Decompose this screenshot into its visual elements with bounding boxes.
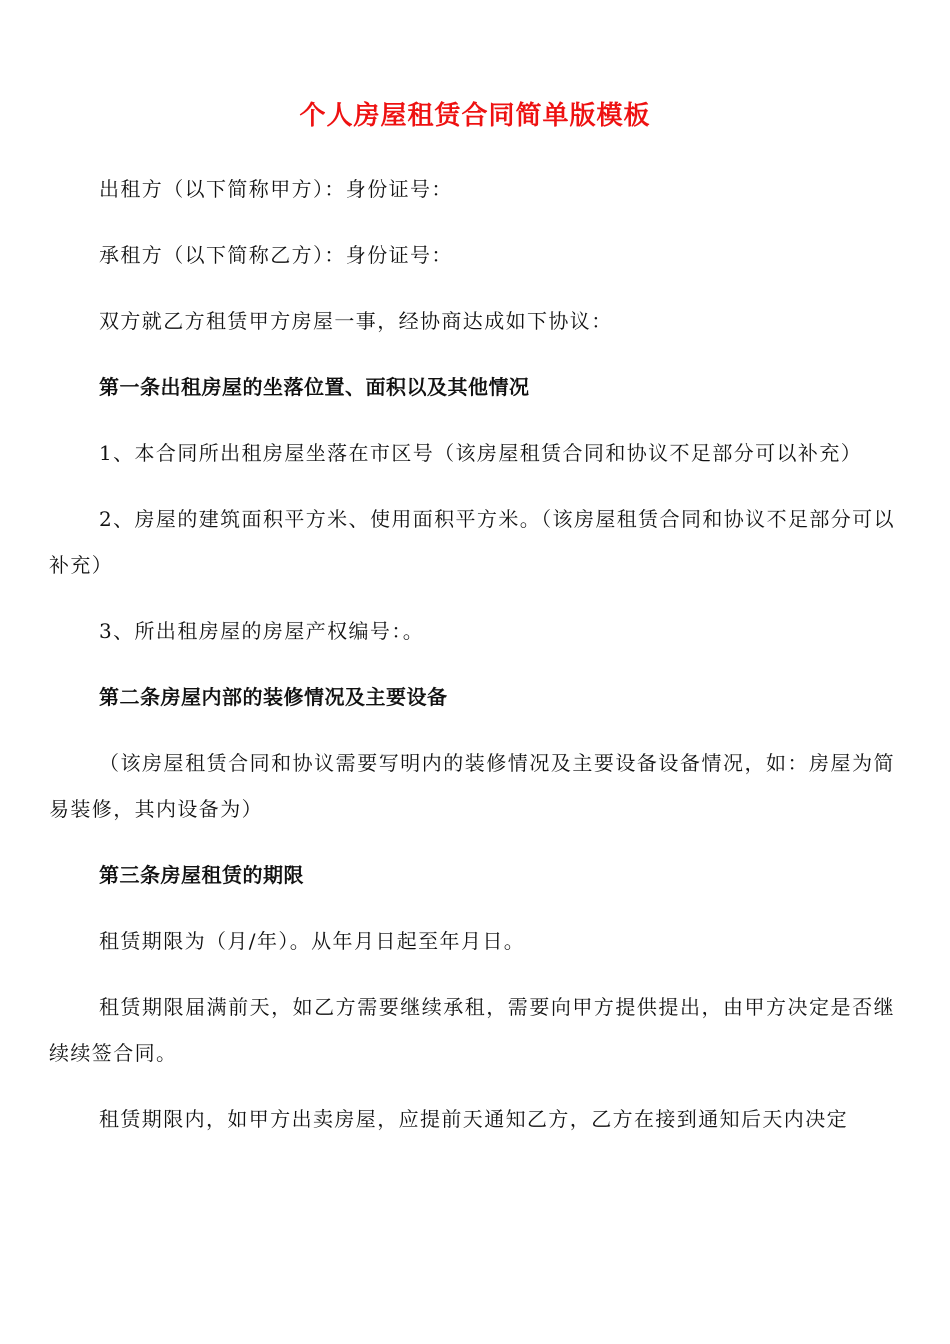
paragraph-area: 2、房屋的建筑面积平方米、使用面积平方米。（该房屋租赁合同和协议不足部分可以补充） [49, 507, 895, 577]
document-body [49, 166, 895, 1162]
paragraph-lessee: 承租方（以下简称乙方）：身份证号： [99, 243, 453, 267]
paragraph-agreement-intro: 双方就乙方租赁甲方房屋一事，经协商达成如下协议： [99, 309, 613, 333]
paragraph-renewal: 租赁期限届满前天，如乙方需要继续承租，需要向甲方提供提出，由甲方决定是否继续续签合同。 [49, 995, 895, 1065]
section-heading-3: 第三条房屋租赁的期限 [99, 863, 304, 887]
section-heading-2: 第二条房屋内部的装修情况及主要设备 [99, 685, 448, 709]
paragraph-decoration: （该房屋租赁合同和协议需要写明内的装修情况及主要设备设备情况，如：房屋为简易装修，其内设备为） [49, 751, 895, 821]
section-heading-1: 第一条出租房屋的坐落位置、面积以及其他情况 [99, 375, 530, 399]
paragraph-sale-notice: 租赁期限内，如甲方出卖房屋，应提前天通知乙方，乙方在接到通知后天内决定 [99, 1107, 848, 1131]
paragraph-lease-term: 租赁期限为（月/年）。从年月日起至年月日。 [99, 929, 526, 953]
document-title: 个人房屋租赁合同简单版模板 [299, 101, 651, 131]
paragraph-property-number: 3、所出租房屋的房屋产权编号：。 [99, 619, 425, 643]
paragraph-lessor: 出租方（以下简称甲方）：身份证号： [99, 177, 453, 201]
paragraph-location: 1、本合同所出租房屋坐落在市区号（该房屋租赁合同和协议不足部分可以补充） [99, 441, 863, 465]
